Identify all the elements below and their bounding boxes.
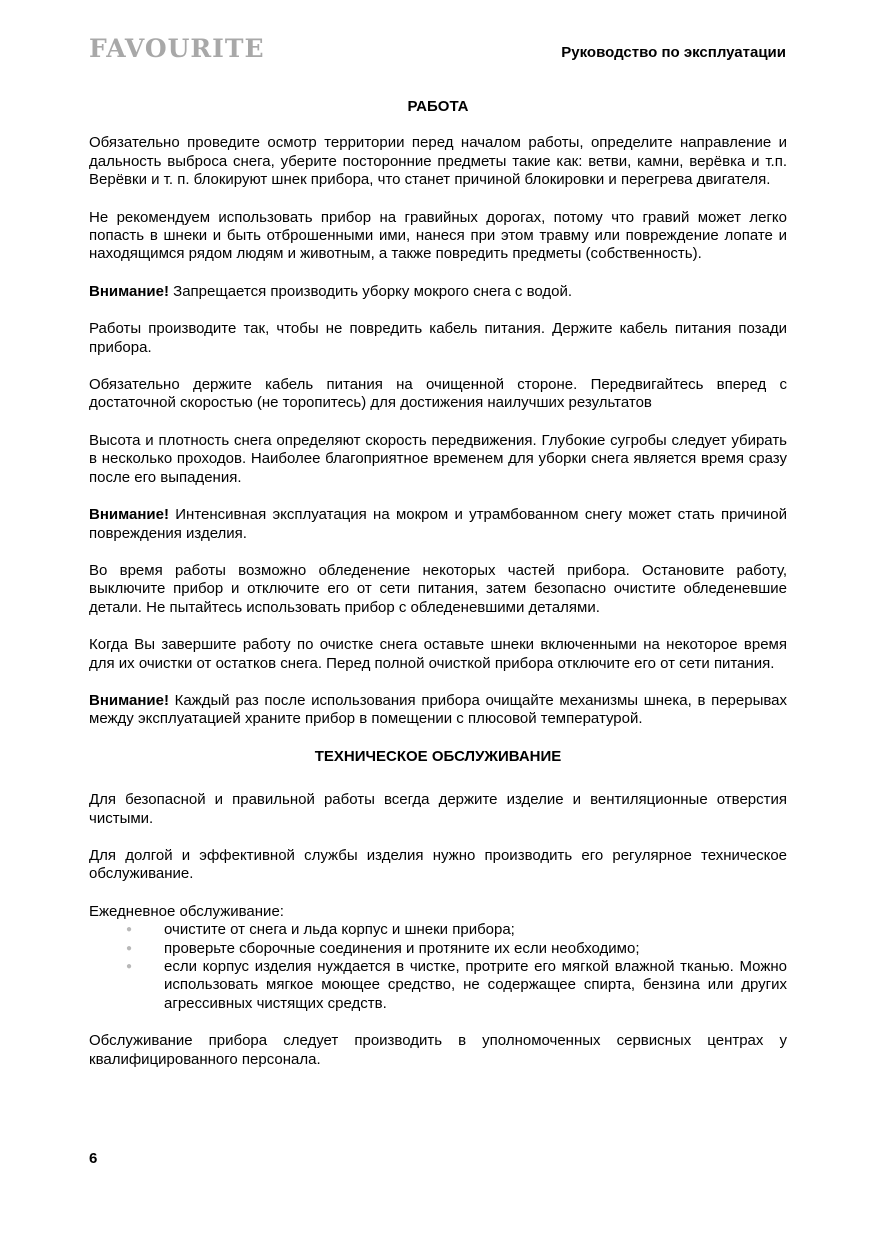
list-item: ● если корпус изделия нуждается в чистке, протрите его мягкой влажной тканью. Можно использовать мягкое моющее средство, не содержащее спирта, бензина или других агрессивных чистящих средств. (164, 958, 787, 1013)
paragraph: Для долгой и эффективной службы изделия нужно производить его регулярное техническое обслуживание. (89, 846, 787, 883)
paragraph: Для безопасной и правильной работы всегда держите изделие и вентиляционные отверстия чистыми. (89, 791, 787, 827)
warning-text: Интенсивная эксплуатация на мокром и утрамбованном снегу может стать причиной повреждения изделия. (89, 506, 787, 542)
page-number: 6 (89, 1150, 98, 1167)
list-item: ● проверьте сборочные соединения и протяните их если необходимо; (164, 940, 787, 958)
paragraph: Обязательно держите кабель питания на очищенной стороне. Передвигайтесь вперед с достаточной скоростью (не торопитесь) для достижения наилучших результатов (89, 376, 787, 412)
paragraph: Не рекомендуем использовать прибор на гравийных дорогах, потому что гравий может легко попасть в шнеки и быть отброшенными ими, нанеся при этом травму или повреждение лопате и находящимся рядом людям и животным, а также повредить предметы (собственность). (89, 208, 787, 263)
list-intro: Ежедневное обслуживание: (89, 902, 284, 920)
warning-text: Запрещается производить уборку мокрого снега с водой. (168, 282, 573, 300)
brand-logo: FAVOURITE (89, 34, 265, 63)
paragraph: Обслуживание прибора следует производить в уполномоченных сервисных центрах у квалифицированного персонала. (89, 1032, 787, 1068)
warning-paragraph (89, 506, 787, 543)
warning-label: Внимание! (89, 691, 169, 709)
paragraph: Работы производите так, чтобы не повредить кабель питания. Держите кабель питания позади прибора. (89, 320, 787, 356)
warning-label: Внимание! (89, 282, 169, 300)
warning-text: Каждый раз после использования прибора очищайте механизмы шнека, в перерывах между эксплуатацией храните прибор в помещении с плюсовой температурой. (89, 691, 787, 728)
maintenance-list (89, 921, 787, 1013)
paragraph: Обязательно проведите осмотр территории перед началом работы, определите направление и дальность выброса снега, уберите посторонние предметы такие как: ветви, камни, верёвка и т.п. Верёвки и т. п. блокируют шнек прибора, что станет причиной блокировки и перегрева двигателя. (89, 134, 787, 189)
warning-label: Внимание! (89, 506, 169, 524)
warning-paragraph (89, 283, 787, 301)
section-heading-maintenance: ТЕХНИЧЕСКОЕ ОБСЛУЖИВАНИЕ (314, 747, 562, 765)
paragraph: Когда Вы завершите работу по очистке снега оставьте шнеки включенными на некоторое время для их очистки от остатков снега. Перед полной очисткой прибора отключите его от сети питания. (89, 636, 787, 672)
paragraph: Высота и плотность снега определяют скорость передвижения. Глубокие сугробы следует убирать в несколько проходов. Наиболее благоприятное временем для уборки снега является время сразу после его выпадения. (89, 431, 787, 486)
warning-paragraph (89, 692, 787, 729)
list-item: ● очистите от снега и льда корпус и шнеки прибора; (164, 921, 787, 939)
paragraph: Во время работы возможно обледенение некоторых частей прибора. Остановите работу, выключите прибор и отключите его от сети питания, затем безопасно очистите обледеневшие детали. Не пытайтесь использовать прибор с обледеневшими деталями. (89, 561, 787, 616)
page-content (89, 98, 787, 1088)
document-title: Руководство по эксплуатации (561, 44, 786, 61)
section-heading-work: РАБОТА (407, 98, 469, 115)
